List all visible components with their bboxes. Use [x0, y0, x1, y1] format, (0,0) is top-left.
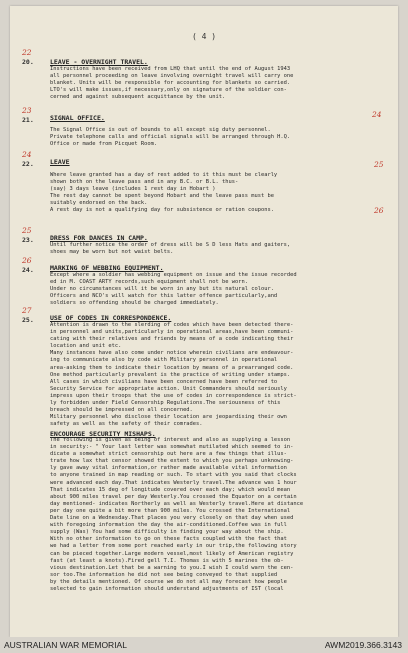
body-line: impress upon their troops that the use of codes in correspondence is strict-	[50, 392, 297, 399]
section-heading: ENCOURAGE SECURITY MISHAPS.	[50, 430, 156, 438]
paragraph-number: 21.	[22, 116, 34, 124]
body-line: ly gave away vital information,or rather made available vital information	[50, 465, 287, 472]
body-line: Under no circumstances will it be worn in any but its natural colour.	[50, 286, 274, 293]
handwritten-annotation: 27	[22, 306, 32, 315]
paragraph-number: 20.	[22, 58, 34, 66]
body-line: With no other information to go on these facts coupled with the fact that	[50, 536, 287, 543]
body-line: selected to gain information should understand adjustments of IST (local	[50, 585, 284, 592]
handwritten-annotation: 24	[22, 150, 32, 159]
paragraph-number: 25.	[22, 316, 34, 324]
body-line: with foregoing information the day the air-conditioned.Coffee was in full	[50, 522, 287, 529]
section-heading: LEAVE	[50, 158, 70, 166]
section-heading: SIGNAL OFFICE.	[50, 114, 105, 122]
page-number: ( 4 )	[191, 32, 217, 41]
document-page	[10, 6, 398, 637]
section-body	[50, 322, 380, 428]
body-line: location and unit etc.	[50, 343, 122, 350]
body-line: Where leave granted has a day of rest added to it this must be clearly	[50, 172, 278, 178]
body-line: by the details mentioned. Of course we do not all may forecast how people	[50, 578, 287, 585]
body-line: blanket. Units will be responsible for accounting for blankets so carried.	[50, 80, 291, 87]
section-heading: USE OF CODES IN CORRESPONDENCE.	[50, 314, 172, 322]
body-line: breach should be impressed on all concerned.	[50, 407, 193, 414]
body-line: all personnel proceeding on leave involving overnight travel will carry one	[50, 73, 294, 80]
footer-bar	[0, 637, 408, 653]
body-line: One method particularly prevalent is the practice of writing under stamps.	[50, 371, 291, 378]
body-line: The rest day cannot be spent beyond Hobart and the leave pass must be	[50, 193, 274, 200]
body-line: to anyone trained in map reading or such. To start with you said that clocks	[50, 472, 297, 479]
body-line: Security Service for appropriate action. Unit Commanders should seriously	[50, 385, 287, 392]
body-line: That indicates 15 deg of longitude covered over each day; which would mean	[50, 486, 291, 493]
institution-credit: AUSTRALIAN WAR MEMORIAL	[4, 640, 127, 650]
section-body	[50, 437, 380, 593]
body-line: sor too.The information he did not see being conveyed to that supplied	[50, 571, 278, 578]
paragraph-number: 24.	[22, 266, 34, 274]
paragraph-number: 23.	[22, 236, 34, 244]
handwritten-side-annotation: 25	[374, 160, 384, 169]
body-line: safety as well as the safety of their comrades.	[50, 421, 203, 428]
body-line: soldiers so offending should be charged immediately.	[50, 300, 219, 307]
body-line: LTO's will make issues,if necessary,only on signature of the soldier con-	[50, 87, 287, 94]
body-line: suitably endorsed on the back.	[50, 200, 148, 207]
section-body	[50, 242, 380, 256]
body-line: can be pieced together.Large modern vessel,most likely of American registry	[50, 550, 294, 557]
handwritten-annotation: 23	[22, 106, 32, 115]
body-line: Until further notice the order of dress will be S D less Hats and gaiters,	[50, 242, 291, 248]
section-body	[50, 127, 380, 148]
body-line: Attention is drawn to the slerding of codes which have been detected there-	[50, 322, 294, 328]
section-heading: MARKING OF WEBBING EQUIPMENT.	[50, 264, 164, 272]
body-line: day mentioned- indicates Northerly as well as Westerly travel.Here at distance	[50, 500, 304, 507]
body-line: ed in M. COAST ARTY records,such equipment shall not be worn.	[50, 279, 248, 286]
record-identifier: AWM2019.366.3143	[324, 640, 402, 650]
body-line: Date line on a Wednesday.That places you very closely on that day when used	[50, 515, 294, 522]
body-line: Many instances have also come under notice wherein civilians are endeavour-	[50, 350, 294, 357]
handwritten-side-annotation: 24	[372, 110, 382, 119]
body-line: Officers and NCO's will watch for this latter offence particularly,and	[50, 293, 278, 300]
handwritten-annotation: 25	[22, 226, 32, 235]
body-line: The following is given as being of interest and also as supplying a lesson	[50, 437, 291, 443]
body-line: A rest day is not a qualifying day for subsistence or ration coupons.	[50, 207, 274, 214]
body-line: shown both on the leave pass and in any B.C. or B.L. thus-	[50, 179, 239, 186]
section-heading: LEAVE - OVERNIGHT TRAVEL.	[50, 58, 148, 66]
body-line: Except where a soldier has webbing equipment on issue and the issue recorded	[50, 272, 297, 278]
handwritten-annotation: 22	[22, 48, 32, 57]
body-line: about 900 miles travel per day Westerly.You crossed the Equator on a certain	[50, 493, 297, 500]
body-line: Instructions have been received from LHQ that until the end of August 1943	[50, 66, 291, 72]
body-line: supply (Was) You had some difficulty in finding your way about the ship.	[50, 529, 284, 536]
body-line: ly forbidden under Field Censorship Regulations.The seriousness of this	[50, 400, 281, 407]
body-line: cating with their relatives and friends by means of a code indicating their	[50, 336, 294, 343]
body-line: in personnel and units,particularly in operational areas,have been communi-	[50, 329, 294, 336]
body-line: Military personnel who disclose their location are jeopardising their own	[50, 414, 287, 421]
section-body	[50, 272, 380, 307]
body-line: area-asking them to indicate their location by means of a prearranged code.	[50, 364, 294, 371]
body-line: cerned and against subsequent acquittance by the unit.	[50, 94, 226, 101]
body-line: Office or made from Picquet Room.	[50, 141, 158, 148]
body-line: The Signal Office is out of bounds to all except sig duty personnel.	[50, 127, 271, 133]
body-line: shoes may be worn but not waist belts.	[50, 249, 174, 256]
body-line: vious destination.Let that be a warning to you.I wish I could warn the cen-	[50, 564, 294, 571]
body-line: dicate a somewhat strict censorship out here are a few things that illus-	[50, 451, 287, 458]
body-line: fast (at least a knots).Fired gell T.I. Thomas is with 5 marines the ob-	[50, 557, 284, 564]
handwritten-annotation: 26	[22, 256, 32, 265]
body-line: All cases in which civilians have been concerned have been referred to	[50, 378, 278, 385]
body-line: (say) 3 days leave (includes 1 rest day in Hobart )	[50, 186, 216, 193]
body-line: Private telephone calls and official signals will be arranged through H.Q.	[50, 134, 291, 141]
body-line: in security:- " Your last letter was somewhat mutilated which seemed to in-	[50, 444, 294, 451]
handwritten-side-annotation: 26	[374, 206, 384, 215]
section-body	[50, 66, 380, 101]
paragraph-number: 22.	[22, 160, 34, 168]
section-body	[50, 172, 380, 215]
body-line: trate how lax that censor showed the extent to which you perhaps unknowing-	[50, 458, 294, 465]
body-line: were advanced each day.That indicates Westerly travel.The advance was 1 hour	[50, 479, 297, 486]
body-line: per day one quite a bit more than 900 miles. You crossed the International	[50, 507, 291, 514]
body-line: we had a letter from some port reached early in our trip,the following story	[50, 543, 297, 550]
body-line: ing to communicate also by code with Military personnel in operational	[50, 357, 278, 364]
section-heading: DRESS FOR DANCES IN CAMP.	[50, 234, 148, 242]
